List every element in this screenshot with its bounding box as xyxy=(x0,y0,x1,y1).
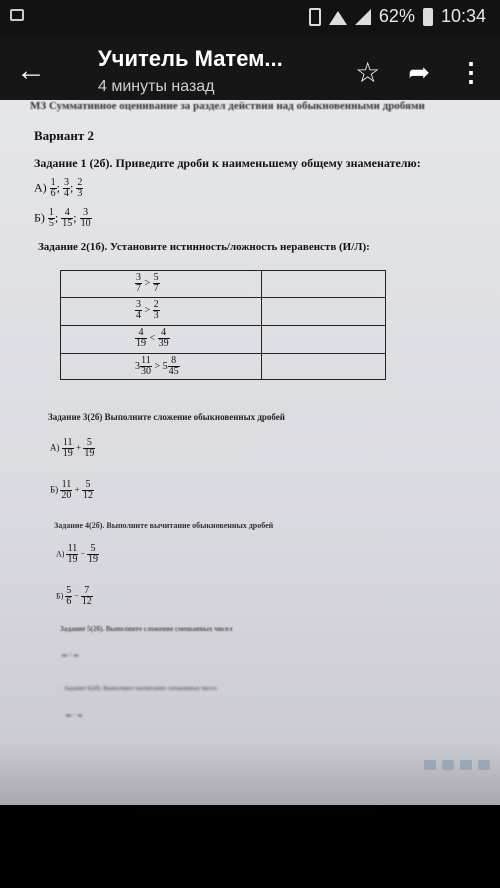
table-row xyxy=(61,354,385,381)
task-5-heading: Задание 5(2б). Выполните сложение смешанных чисел xyxy=(60,625,233,633)
task-4-b: Б) $\frac{5}{6}$ − $\frac{7}{12}$ xyxy=(56,585,92,607)
photo-shadow xyxy=(0,740,500,805)
chat-title: Учитель Матем... xyxy=(98,46,283,71)
fraction: $\frac{1}{5}$ xyxy=(48,207,54,229)
table-row xyxy=(61,271,385,298)
status-bar xyxy=(0,0,500,36)
task-1-b: Б) $\frac{1}{5}$ ; $\frac{4}{15}$ ; $\frac{3}{10}$ xyxy=(34,207,91,229)
task-5-expression: + xyxy=(62,645,78,666)
inequality: 3 $\frac{11}{30}$ > 5 $\frac{8}{45}$ xyxy=(135,355,179,377)
task-6-heading: Задание 6(2б). Выполните вычитание смешанных чисел xyxy=(64,686,217,692)
task-1-a: А) $\frac{1}{6}$ ; $\frac{3}{4}$ ; $\frac{2}{3}$ xyxy=(34,177,83,199)
clock: 10:34 xyxy=(440,6,486,26)
variant-title: Вариант 2 xyxy=(34,128,95,143)
task-3-b: Б) $\frac{11}{20}$ + $\frac{5}{12}$ xyxy=(50,479,93,501)
task-4-a: А) $\frac{11}{19}$ − $\frac{5}{19}$ xyxy=(56,543,98,565)
chat-subtitle: 4 минуты назад xyxy=(98,78,215,95)
inequality: $\frac{3}{4}$ > $\frac{2}{3}$ xyxy=(136,299,159,321)
fraction: $\frac{1}{6}$ xyxy=(50,177,56,199)
task-1-a-label: А) xyxy=(34,180,47,195)
taskbar-icon xyxy=(478,760,490,770)
status-icons xyxy=(309,6,486,27)
worksheet-photo xyxy=(0,100,500,805)
table-row xyxy=(61,326,385,354)
battery-icon xyxy=(423,8,433,26)
app-bar-actions xyxy=(355,56,484,89)
inequality: $\frac{4}{19}$ < $\frac{4}{39}$ xyxy=(136,327,169,349)
task-1-b-label: Б) xyxy=(34,210,45,225)
taskbar-icon xyxy=(442,760,454,770)
vibrate-icon xyxy=(309,8,321,26)
fraction: $\frac{3}{4}$ xyxy=(64,177,70,199)
task-2-heading: Задание 2(1б). Установите истинность/ложность неравенств (И/Л): xyxy=(38,241,370,253)
task-3-heading: Задание 3(2б) Выполните сложение обыкновенных дробей xyxy=(48,412,285,422)
taskbar-icon xyxy=(424,760,436,770)
inequality-table xyxy=(60,270,386,380)
task-1-heading: Задание 1 (2б). Приведите дроби к наименьшему общему знаменателю: xyxy=(34,156,421,170)
worksheet-header: МЗ Суммативное оценивание за раздел действия над обыкновенными дробями xyxy=(30,100,425,112)
back-arrow-icon[interactable]: ← xyxy=(16,54,46,87)
inequality: $\frac{3}{7}$ > $\frac{5}{7}$ xyxy=(136,272,159,294)
table-row xyxy=(61,298,385,326)
app-bar-titles xyxy=(98,46,283,96)
star-icon[interactable]: ☆ xyxy=(355,57,381,88)
fraction: $\frac{2}{3}$ xyxy=(77,177,83,199)
task-6-expression: − xyxy=(66,705,82,726)
gallery-notification-icon xyxy=(10,9,24,21)
taskbar-icon xyxy=(460,760,472,770)
wifi-icon xyxy=(329,9,347,25)
task-4-heading: Задание 4(2б). Выполните вычитание обыкновенных дробей xyxy=(54,521,274,530)
app-bar xyxy=(0,36,500,108)
more-options-icon[interactable]: ⋮ xyxy=(458,57,484,87)
task-3-a: А) $\frac{11}{19}$ + $\frac{5}{19}$ xyxy=(50,437,95,459)
share-icon[interactable]: ➦ xyxy=(408,57,430,87)
taskbar-icons xyxy=(424,760,490,770)
battery-percent: 62% xyxy=(378,6,415,26)
signal-icon xyxy=(355,9,371,25)
fraction: $\frac{3}{10}$ xyxy=(80,207,91,229)
fraction: $\frac{4}{15}$ xyxy=(62,207,73,229)
